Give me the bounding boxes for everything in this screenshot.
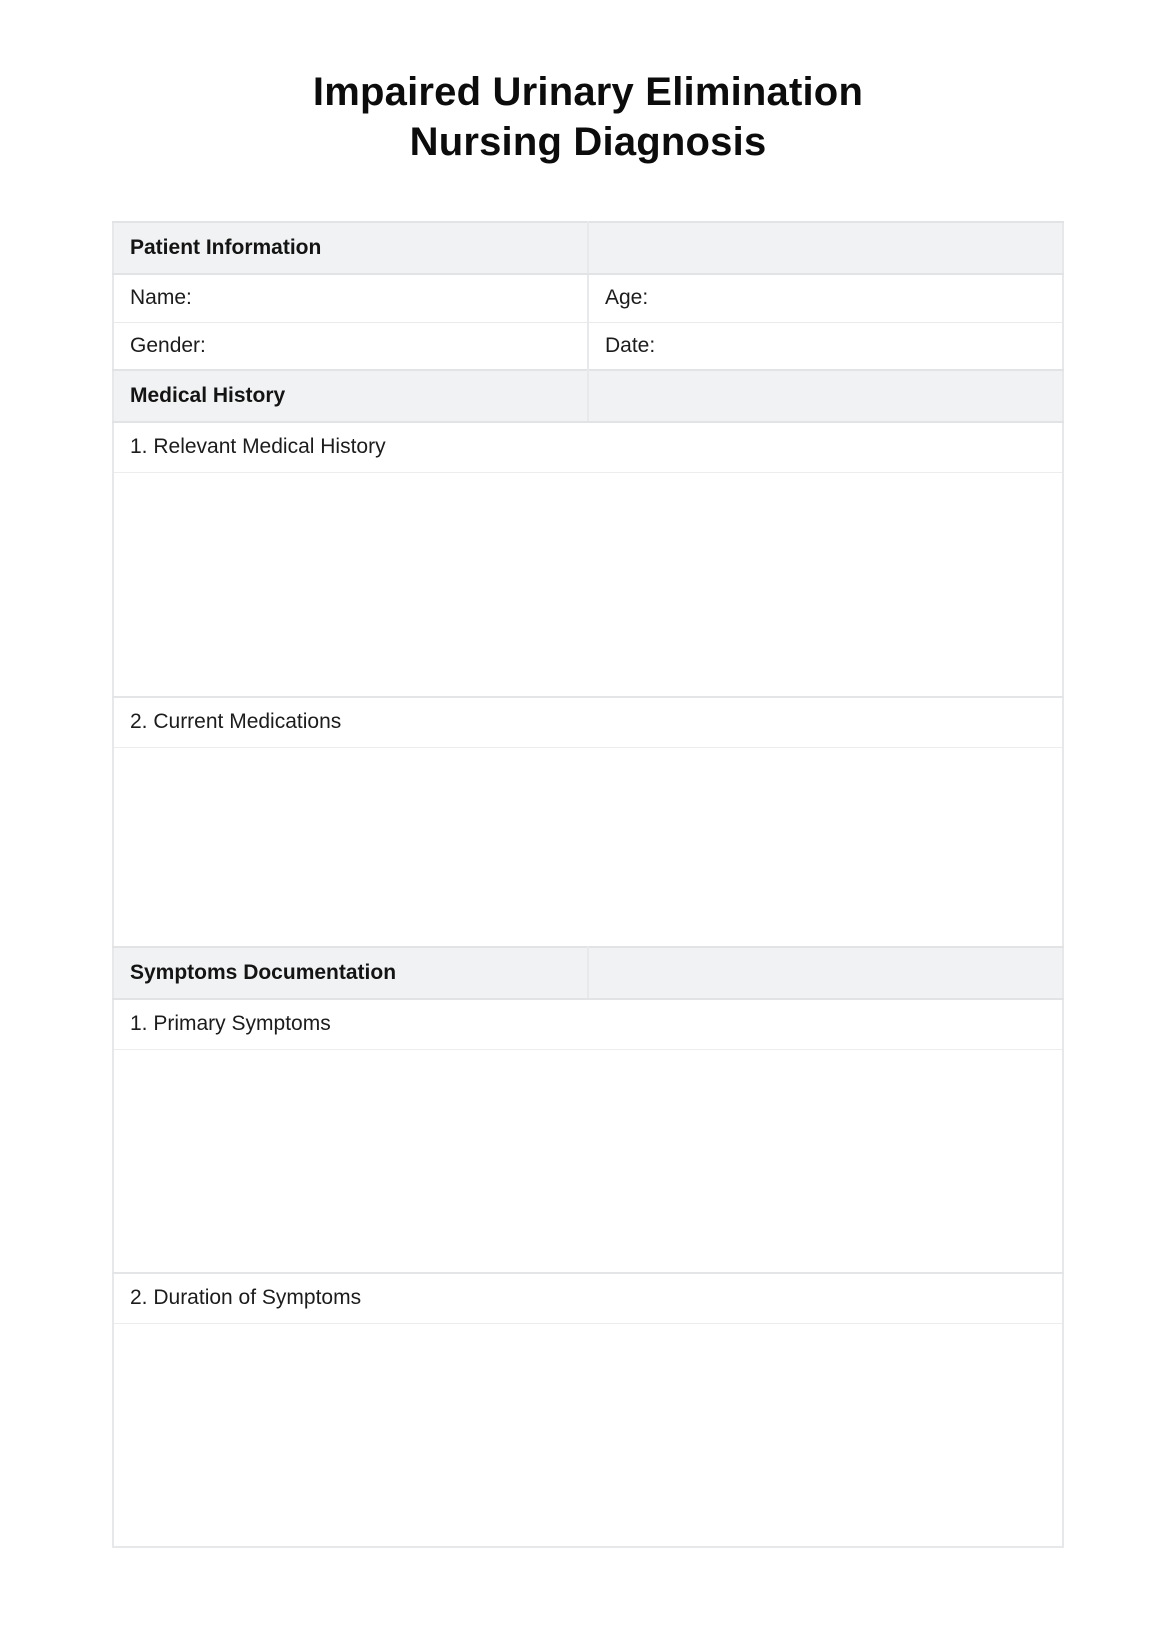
item-label-duration-of-symptoms: 2. Duration of Symptoms <box>113 1273 1063 1323</box>
item-label-relevant-medical-history: 1. Relevant Medical History <box>113 422 1063 472</box>
writing-area-primary-symptoms <box>113 1049 1063 1273</box>
writing-area-row-duration-of-symptoms <box>113 1323 1063 1547</box>
writing-area-row-primary-symptoms <box>113 1049 1063 1273</box>
page-title-line-2: Nursing Diagnosis <box>409 120 767 164</box>
section-header-patient-information-spacer <box>588 222 1063 274</box>
date-field-label: Date: <box>588 322 1063 370</box>
item-label-primary-symptoms: 1. Primary Symptoms <box>113 999 1063 1049</box>
section-header-patient-information: Patient Information <box>113 222 588 274</box>
section-row-patient-information <box>113 222 1063 274</box>
item-row-relevant-medical-history <box>113 422 1063 472</box>
section-row-medical-history <box>113 370 1063 422</box>
age-field-label: Age: <box>588 274 1063 322</box>
name-field-label: Name: <box>113 274 588 322</box>
item-label-current-medications: 2. Current Medications <box>113 697 1063 747</box>
field-row-name-age <box>113 274 1063 322</box>
page-title-line-1: Impaired Urinary Elimination <box>312 70 864 114</box>
field-row-gender-date <box>113 322 1063 370</box>
page-title <box>0 0 1176 167</box>
item-row-duration-of-symptoms <box>113 1273 1063 1323</box>
item-row-current-medications <box>113 697 1063 747</box>
writing-area-row-current-medications <box>113 747 1063 947</box>
item-row-primary-symptoms <box>113 999 1063 1049</box>
writing-area-row-relevant-medical-history <box>113 472 1063 697</box>
writing-area-relevant-medical-history <box>113 472 1063 697</box>
section-header-symptoms-documentation: Symptoms Documentation <box>113 947 588 999</box>
section-header-medical-history: Medical History <box>113 370 588 422</box>
writing-area-duration-of-symptoms <box>113 1323 1063 1547</box>
writing-area-current-medications <box>113 747 1063 947</box>
gender-field-label: Gender: <box>113 322 588 370</box>
section-header-symptoms-documentation-spacer <box>588 947 1063 999</box>
section-header-medical-history-spacer <box>588 370 1063 422</box>
nursing-diagnosis-form-table <box>112 221 1064 1548</box>
section-row-symptoms-documentation <box>113 947 1063 999</box>
